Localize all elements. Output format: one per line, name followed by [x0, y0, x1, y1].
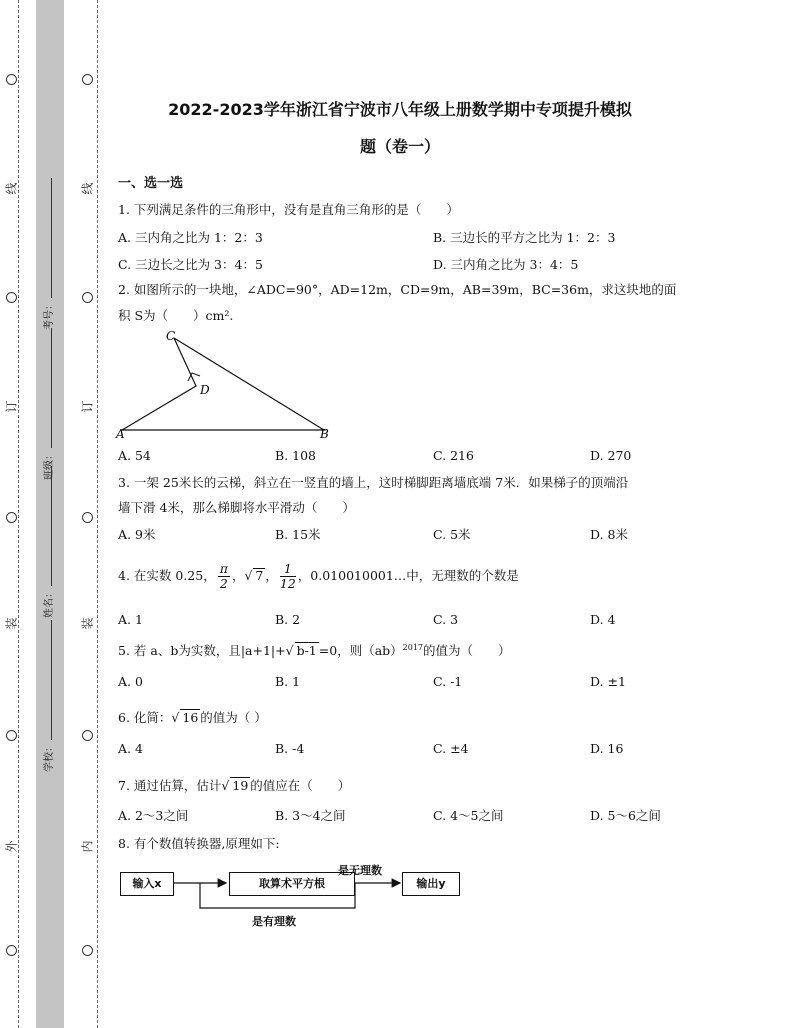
flow-input-box: 输入x — [120, 872, 174, 896]
question-5-option-c[interactable]: C. -1 — [433, 674, 463, 689]
margin-char-right: 订 — [80, 400, 95, 413]
fraction-1-over-12 — [280, 562, 296, 591]
question-1-option-a[interactable]: A. 三内角之比为 1：2：3 — [118, 230, 263, 245]
flow-output-box: 输出y — [402, 872, 460, 896]
question-1-option-c[interactable]: C. 三边长之比为 3：4：5 — [118, 257, 263, 272]
punch-hole — [82, 945, 93, 956]
question-7-option-b[interactable]: B. 3～4之间 — [275, 808, 346, 823]
punch-hole — [6, 74, 17, 85]
question-7-option-c[interactable]: C. 4～5之间 — [433, 808, 504, 823]
fraction-numerator: π — [219, 561, 228, 576]
sqrt-symbol: √ — [221, 778, 230, 793]
margin-char-right: 装 — [80, 617, 95, 630]
question-1-option-b[interactable]: B. 三边长的平方之比为 1：2：3 — [433, 230, 616, 245]
question-2-option-c[interactable]: C. 216 — [433, 448, 474, 463]
figure-label-b: B — [320, 427, 329, 441]
question-7-text: 7. 通过估算，估计 — [118, 778, 222, 793]
question-4-option-d[interactable]: D. 4 — [590, 612, 616, 627]
flow-process-box: 取算术平方根 — [229, 872, 355, 896]
sqrt-radicand: 16 — [182, 710, 199, 725]
class-field[interactable] — [40, 328, 55, 480]
punch-hole — [82, 730, 93, 741]
question-7-text: 的值应在（ ） — [250, 778, 351, 793]
margin-cut-line-inner — [97, 0, 98, 1028]
question-2-option-b[interactable]: B. 108 — [275, 448, 316, 463]
fraction-denominator: 2 — [219, 576, 228, 591]
question-3-option-d[interactable]: D. 8米 — [590, 527, 628, 542]
flow-label-rational: 是有理数 — [252, 915, 296, 928]
question-3-stem-line2: 墙下滑 4米，那么梯脚将水平滑动（ ） — [118, 500, 355, 515]
punch-hole — [6, 292, 17, 303]
question-8-stem: 8. 有个数值转换器,原理如下: — [118, 836, 280, 851]
margin-char-right: 线 — [80, 182, 95, 195]
sqrt-radicand: 7 — [255, 568, 264, 583]
margin-char-right: 内 — [80, 840, 95, 853]
margin-cut-line-outer — [18, 0, 19, 1028]
question-4-option-b[interactable]: B. 2 — [275, 612, 301, 627]
question-3-option-c[interactable]: C. 5米 — [433, 527, 471, 542]
punch-hole — [6, 730, 17, 741]
sqrt-symbol: √ — [171, 710, 180, 725]
question-6-option-a[interactable]: A. 4 — [118, 741, 143, 756]
margin-char-left: 线 — [4, 182, 19, 195]
flow-label-irrational: 是无理数 — [338, 864, 382, 877]
question-2-option-d[interactable]: D. 270 — [590, 448, 632, 463]
question-6-stem — [118, 708, 267, 726]
question-4-option-a[interactable]: A. 1 — [118, 612, 143, 627]
fraction-denominator: 12 — [279, 576, 296, 591]
question-4-text: ，0.010010001…中，无理数的个数是 — [297, 568, 519, 583]
punch-hole — [6, 512, 17, 523]
field-label: 考号： — [44, 300, 55, 330]
school-field[interactable] — [40, 620, 55, 772]
margin-char-left: 外 — [4, 840, 19, 853]
question-5-option-a[interactable]: A. 0 — [118, 674, 143, 689]
name-field[interactable] — [40, 466, 55, 618]
question-6-option-b[interactable]: B. -4 — [275, 741, 305, 756]
field-label: 姓名： — [44, 588, 55, 618]
margin-char-left: 装 — [4, 617, 19, 630]
page-title-line2: 题（卷一） — [359, 137, 440, 156]
figure-label-c: C — [166, 329, 176, 343]
field-label: 学校： — [44, 742, 55, 772]
question-5-option-b[interactable]: B. 1 — [275, 674, 301, 689]
question-2-option-a[interactable]: A. 54 — [118, 448, 151, 463]
question-6-option-d[interactable]: D. 16 — [590, 741, 624, 756]
question-3-stem: 3. 一架 25米长的云梯，斜立在一竖直的墙上，这时梯脚距离墙底端 7米．如果梯子的顶端沿 — [118, 475, 629, 490]
question-6-option-c[interactable]: C. ±4 — [433, 741, 469, 756]
question-5-stem — [118, 641, 511, 659]
punch-hole — [82, 292, 93, 303]
margin-char-left: 订 — [4, 400, 19, 413]
question-5-option-d[interactable]: D. ±1 — [590, 674, 626, 689]
exponent: 2017 — [402, 642, 424, 652]
punch-hole — [82, 74, 93, 85]
page-title: 2022-2023学年浙江省宁波市八年级上册数学期中专项提升模拟 — [168, 100, 632, 119]
question-6-text: 的值为（ ） — [200, 710, 267, 725]
punch-hole — [6, 945, 17, 956]
question-4-stem: 4. 在实数 0.25， $\frac{\pi}{2}$ ，√ 7 ， $\frac{1}{12}$ ，0.010010001…中，无理数的个数是 — [118, 561, 519, 591]
question-5-text: 的值为（ ） — [423, 643, 511, 658]
question-5-text: 5. 若 a、b为实数，且|a+1|+ — [118, 643, 286, 658]
question-1-option-d[interactable]: D. 三内角之比为 3：4：5 — [433, 257, 579, 272]
question-4-text: 4. 在实数 0.25， — [118, 568, 216, 583]
question-1-stem: 1. 下列满足条件的三角形中，没有是直角三角形的是（ ） — [118, 202, 459, 217]
question-6-text: 6. 化简： — [118, 710, 172, 725]
punch-hole — [82, 512, 93, 523]
question-7-option-d[interactable]: D. 5～6之间 — [590, 808, 661, 823]
question-3-option-a[interactable]: A. 9米 — [118, 527, 156, 542]
fraction-numerator: 1 — [280, 562, 296, 577]
sqrt-symbol: √ — [244, 568, 253, 583]
sqrt-symbol: √ — [285, 643, 294, 658]
question-2-stem-line2: 积 S为（ ）cm². — [118, 308, 234, 323]
figure-label-d: D — [200, 383, 210, 397]
question-2-stem: 2. 如图所示的一块地，∠ADC=90°，AD=12m，CD=9m，AB=39m，BC=36m，求这块地的面 — [118, 282, 677, 297]
sqrt-radicand: 19 — [232, 778, 249, 793]
question-4-option-c[interactable]: C. 3 — [433, 612, 459, 627]
exam-number-field[interactable] — [40, 178, 55, 330]
figure-label-a: A — [116, 427, 125, 441]
question-5-text: =0，则（ab） — [318, 643, 403, 658]
question-2-figure — [112, 328, 342, 444]
question-7-option-a[interactable]: A. 2～3之间 — [118, 808, 189, 823]
sqrt-radicand: b-1 — [296, 643, 317, 658]
question-7-stem — [118, 776, 350, 794]
section-heading: 一、选一选 — [118, 176, 184, 191]
question-3-option-b[interactable]: B. 15米 — [275, 527, 321, 542]
field-label: 班级： — [44, 450, 55, 480]
fraction-pi-over-2 — [218, 562, 230, 591]
